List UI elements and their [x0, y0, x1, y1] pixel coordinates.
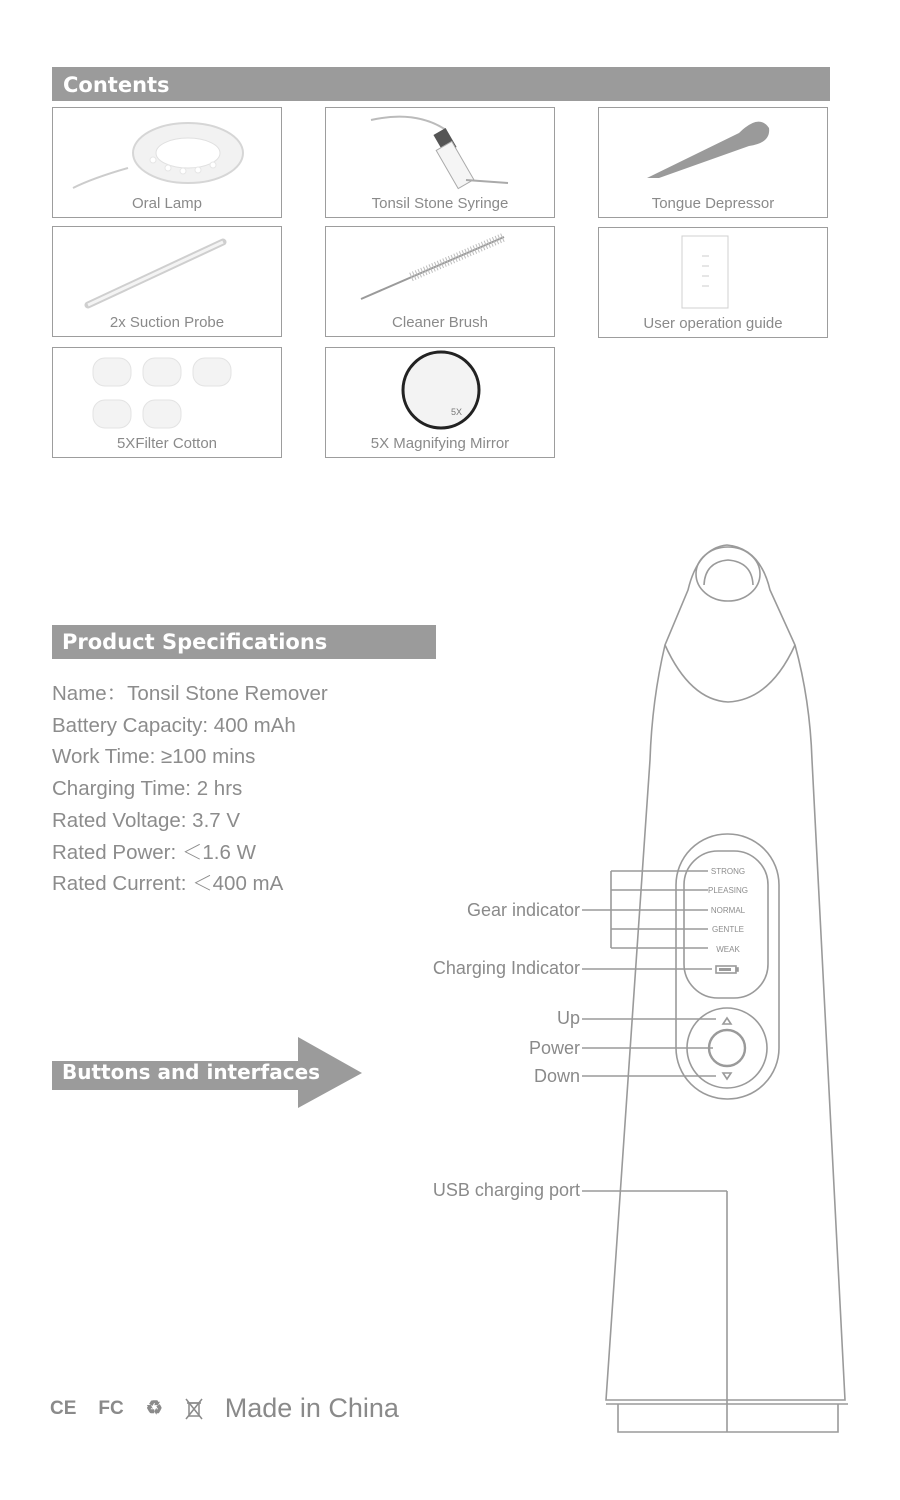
content-item-syringe	[325, 107, 555, 218]
gear-level-gentle: GENTLE	[711, 925, 745, 934]
spec-name: Name：Tonsil Stone Remover	[52, 682, 328, 705]
spec-charging-time: Charging Time: 2 hrs	[52, 777, 243, 801]
spec-current: Rated Current: ＜400 mA	[52, 872, 284, 896]
content-item-mirror	[325, 347, 555, 458]
content-item-label: 5XFilter Cotton	[116, 435, 218, 452]
content-item-label: Tonsil Stone Syringe	[371, 195, 509, 212]
specs-heading: Product Specifications	[52, 625, 436, 659]
content-item-suction-probe	[52, 226, 282, 337]
spec-power: Rated Power: ＜1.6 W	[52, 840, 256, 864]
content-item-user-guide	[598, 227, 828, 338]
usb-port-label: USB charging port	[432, 1180, 580, 1200]
content-item-label: 2x Suction Probe	[109, 314, 225, 331]
spec-battery: Battery Capacity: 400 mAh	[52, 713, 296, 737]
down-button-label: Down	[533, 1066, 580, 1086]
content-item-label: Oral Lamp	[131, 195, 203, 212]
footer	[50, 1393, 399, 1424]
content-item-tongue-depressor	[598, 107, 828, 218]
content-item-label: User operation guide	[643, 315, 783, 332]
contents-heading: Contents	[52, 67, 830, 101]
spec-work-time: Work Time: ≥100 mins	[52, 745, 256, 769]
mirror-mark: 5X	[451, 407, 463, 417]
buttons-heading: Buttons and interfaces	[62, 1060, 321, 1084]
recycle-icon: ♻	[145, 1398, 163, 1419]
content-item-cleaner-brush	[325, 226, 555, 337]
spec-voltage: Rated Voltage: 3.7 V	[52, 808, 241, 832]
content-item-label: Cleaner Brush	[392, 314, 488, 331]
weee-bin-icon	[185, 1398, 203, 1420]
content-item-filter-cotton	[52, 347, 282, 458]
gear-level-pleasing: PLEASING	[707, 886, 749, 895]
specs-list	[52, 678, 328, 900]
gear-level-normal: NORMAL	[710, 906, 746, 915]
content-item-oral-lamp	[52, 107, 282, 218]
gear-level-strong: STRONG	[710, 867, 746, 876]
ce-mark-icon: CE	[50, 1397, 77, 1419]
gear-level-weak: WEAK	[716, 945, 740, 954]
gear-indicator-label: Gear indicator	[466, 900, 580, 920]
power-button-label: Power	[528, 1038, 580, 1058]
content-item-label: 5X Magnifying Mirror	[370, 435, 510, 452]
charging-indicator-label: Charging Indicator	[432, 958, 580, 978]
up-button-label: Up	[556, 1008, 580, 1028]
made-in-label: Made in China	[224, 1393, 399, 1423]
content-item-label: Tongue Depressor	[651, 195, 775, 212]
fc-mark-icon: FC	[98, 1397, 124, 1419]
